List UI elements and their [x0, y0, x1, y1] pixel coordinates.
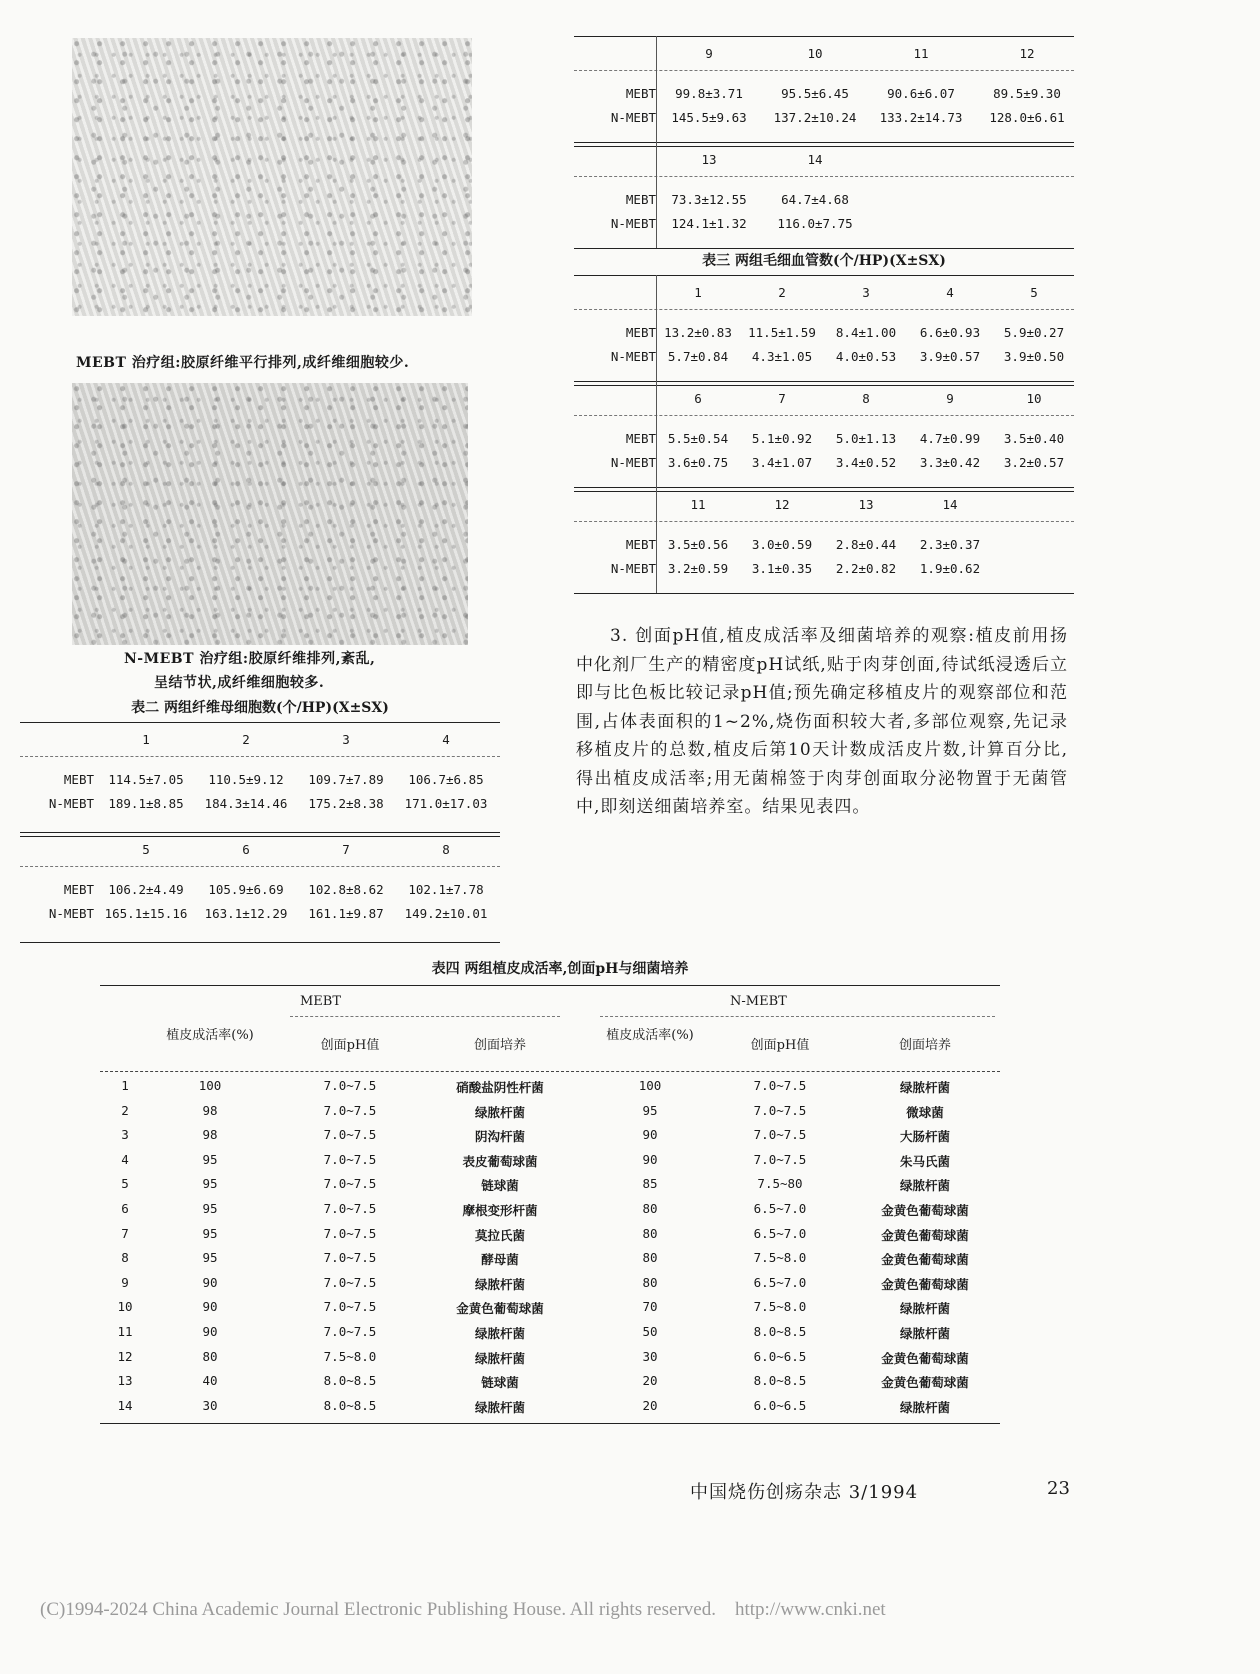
- table-cell: 90: [202, 1324, 218, 1339]
- table-cell: 金黄色葡萄球菌: [881, 1203, 969, 1218]
- table-cell: 2.8±0.44: [835, 537, 897, 552]
- table-cell: 6.5~7.0: [753, 1274, 807, 1290]
- column-header: 3: [862, 285, 870, 300]
- table-cell: 绿脓杆菌: [474, 1399, 525, 1415]
- table-cell: 3.3±0.42: [919, 455, 981, 470]
- table-cell: 绿脓杆菌: [899, 1301, 950, 1317]
- table-cell: 7.0~7.5: [323, 1176, 377, 1192]
- table-cell: 106.7±6.85: [408, 772, 484, 787]
- table-cell: 80: [642, 1250, 658, 1266]
- table-cell: 3.2±0.57: [1003, 455, 1065, 470]
- table-cell: 124.1±1.32: [671, 216, 747, 231]
- table-cell: 105.9±6.69: [208, 882, 284, 897]
- column-header: 10: [1026, 391, 1042, 406]
- table-cell: 金黄色葡萄球菌: [456, 1301, 544, 1317]
- table-cell: 7.0~7.5: [323, 1324, 377, 1339]
- table-cell: 90: [642, 1151, 658, 1167]
- table-cell: 99.8±3.71: [675, 86, 743, 101]
- table-cell: 109.7±7.89: [308, 772, 384, 787]
- table-cell: 7.0~7.5: [323, 1299, 377, 1315]
- table-cell: 7.0~7.5: [323, 1078, 377, 1093]
- table-cell: 95: [202, 1225, 218, 1241]
- table-cell: 金黄色葡萄球菌: [881, 1276, 969, 1292]
- table-rule: [20, 836, 500, 837]
- table-cell: 5.1±0.92: [751, 431, 813, 446]
- table-cell: 7.0~7.5: [323, 1127, 377, 1143]
- figure-caption-n-mebt-line1: N-MEBT 治疗组:胶原纤维排列,紊乱,: [124, 651, 376, 667]
- table-rule: [574, 70, 1074, 71]
- table-cell: 2.2±0.82: [835, 561, 897, 576]
- table-rule: [20, 722, 500, 723]
- column-header: 11: [690, 497, 706, 512]
- table-cell: 绿脓杆菌: [899, 1178, 950, 1194]
- table-cell: 6.6±0.93: [919, 325, 981, 340]
- table-cell: 绿脓杆菌: [474, 1276, 525, 1292]
- table-cell: 6.0~6.5: [753, 1348, 807, 1364]
- table-cell: 145.5±9.63: [671, 110, 747, 125]
- table-cell: 11.5±1.59: [748, 325, 816, 340]
- column-header: 4: [442, 732, 450, 747]
- table-cell: 链球菌: [481, 1375, 519, 1391]
- column-header: 14: [942, 497, 958, 512]
- column-header: 创面pH值: [750, 1038, 810, 1053]
- column-header: 10: [807, 46, 823, 61]
- table4-group-mebt: MEBT: [300, 994, 342, 1009]
- table-cell: 116.0±7.75: [777, 216, 853, 231]
- table-cell: 3.5±0.56: [667, 537, 729, 552]
- figure-caption-n-mebt-line2: 呈结节状,成纤维细胞较多.: [154, 675, 325, 691]
- table-cell: 莫拉氏菌: [474, 1227, 525, 1243]
- journal-footer: 中国烧伤创疡杂志 3/1994: [690, 1482, 919, 1503]
- column-header: 4: [946, 285, 954, 300]
- table-cell: 7.0~7.5: [753, 1127, 807, 1143]
- table-cell: 表皮葡萄球菌: [462, 1153, 538, 1169]
- column-header: 9: [705, 46, 713, 61]
- column-header: 2: [242, 732, 250, 747]
- row-label: 6: [121, 1201, 129, 1216]
- table-cell: 40: [202, 1373, 218, 1389]
- table-cell: 64.7±4.68: [781, 192, 849, 207]
- table-cell: 7.0~7.5: [323, 1102, 377, 1118]
- row-label: N-MEBT: [610, 216, 656, 231]
- table-cell: 98: [202, 1127, 218, 1143]
- table-rule: [574, 491, 1074, 492]
- column-header: 9: [946, 391, 954, 406]
- row-label: MEBT: [625, 325, 656, 340]
- row-label: 5: [121, 1176, 129, 1192]
- row-label: 9: [121, 1274, 129, 1290]
- table-cell: 80: [642, 1274, 658, 1290]
- table-cell: 8.4±1.00: [835, 325, 897, 340]
- row-label: 8: [121, 1250, 129, 1266]
- table-cell: 95: [202, 1176, 218, 1192]
- table-rule: [574, 176, 1074, 177]
- table-cell: 171.0±17.03: [404, 796, 488, 811]
- table-cell: 50: [642, 1324, 658, 1339]
- table-cell: 80: [642, 1201, 658, 1216]
- table4-title: 表四 两组植皮成活率,创面pH与细菌培养: [431, 961, 689, 977]
- table-cell: 5.5±0.54: [667, 431, 729, 446]
- row-label: 14: [117, 1397, 133, 1413]
- table-cell: 7.0~7.5: [753, 1102, 807, 1118]
- table-cell: 100: [638, 1078, 662, 1093]
- column-header: 14: [807, 152, 823, 167]
- table-cell: 绿脓杆菌: [899, 1326, 950, 1341]
- table-cell: 绿脓杆菌: [899, 1080, 950, 1095]
- table-cell: 80: [202, 1348, 218, 1364]
- row-label: 3: [121, 1127, 129, 1143]
- table-cell: 3.9±0.57: [919, 349, 981, 364]
- table-cell: 90: [642, 1127, 658, 1143]
- row-label: MEBT: [625, 86, 656, 101]
- column-header: 11: [913, 46, 929, 61]
- table-cell: 70: [642, 1299, 658, 1315]
- table-cell: 金黄色葡萄球菌: [881, 1375, 969, 1391]
- row-label: N-MEBT: [610, 349, 656, 364]
- table-cell: 3.0±0.59: [751, 537, 813, 552]
- table-cell: 161.1±9.87: [308, 906, 384, 921]
- table-cell: 7.0~7.5: [323, 1250, 377, 1266]
- row-label: 2: [121, 1102, 129, 1118]
- table-cell: 13.2±0.83: [664, 325, 732, 340]
- table-cell: 133.2±14.73: [879, 110, 963, 125]
- table-cell: 6.5~7.0: [753, 1201, 807, 1216]
- row-label: MEBT: [63, 882, 94, 897]
- table-cell: 3.4±1.07: [751, 455, 813, 470]
- table-cell: 7.0~7.5: [323, 1225, 377, 1241]
- table-cell: 4.3±1.05: [751, 349, 813, 364]
- table-cell: 189.1±8.85: [108, 796, 184, 811]
- table-rule: [574, 248, 1074, 249]
- column-header: 8: [862, 391, 870, 406]
- table-cell: 137.2±10.24: [773, 110, 857, 125]
- table-cell: 金黄色葡萄球菌: [881, 1227, 969, 1243]
- table-rule: [574, 275, 1074, 276]
- row-label: N-MEBT: [610, 561, 656, 576]
- table-cell: 摩根变形杆菌: [462, 1203, 538, 1218]
- table-cell: 95: [202, 1201, 218, 1216]
- table-cell: 20: [642, 1397, 658, 1413]
- table-rule: [574, 593, 1074, 594]
- table-cell: 100: [198, 1078, 222, 1093]
- row-label: N-MEBT: [48, 796, 94, 811]
- table-rule: [20, 756, 500, 757]
- table-cell: 95: [202, 1151, 218, 1167]
- column-header: 13: [858, 497, 874, 512]
- table-rule: [20, 866, 500, 867]
- table-cell: 7.5~8.0: [753, 1250, 807, 1266]
- column-header: 1: [694, 285, 702, 300]
- table-cell: 90.6±6.07: [887, 86, 955, 101]
- table-cell: 3.4±0.52: [835, 455, 897, 470]
- table-cell: 8.0~8.5: [323, 1397, 377, 1413]
- table-cell: 7.0~7.5: [323, 1151, 377, 1167]
- micrograph-n-mebt: [72, 383, 468, 645]
- row-label: N-MEBT: [610, 110, 656, 125]
- table-cell: 95.5±6.45: [781, 86, 849, 101]
- table-cell: 3.2±0.59: [667, 561, 729, 576]
- table3-title: 表三 两组毛细血管数(个/HP)(X±SX): [702, 253, 946, 269]
- table-cell: 165.1±15.16: [104, 906, 188, 921]
- table-rule: [574, 415, 1074, 416]
- table-cell: 73.3±12.55: [671, 192, 747, 207]
- row-label: N-MEBT: [48, 906, 94, 921]
- table-cell: 大肠杆菌: [899, 1129, 950, 1145]
- table-cell: 7.0~7.5: [323, 1201, 377, 1216]
- table-cell: 4.7±0.99: [919, 431, 981, 446]
- row-label: MEBT: [625, 192, 656, 207]
- table-cell: 5.7±0.84: [667, 349, 729, 364]
- row-label: 12: [117, 1348, 133, 1364]
- table-cell: 阴沟杆菌: [474, 1129, 525, 1145]
- table-cell: 30: [642, 1348, 658, 1364]
- table-cell: 90: [202, 1274, 218, 1290]
- table-cell: 98: [202, 1102, 218, 1118]
- table-cell: 7.0~7.5: [753, 1078, 807, 1093]
- table-cell: 184.3±14.46: [204, 796, 288, 811]
- table-cell: 163.1±12.29: [204, 906, 288, 921]
- table-cell: 2.3±0.37: [919, 537, 981, 552]
- table-cell: 110.5±9.12: [208, 772, 284, 787]
- table-cell: 酵母菌: [481, 1252, 519, 1268]
- table-cell: 175.2±8.38: [308, 796, 384, 811]
- table-cell: 3.5±0.40: [1003, 431, 1065, 446]
- row-label: N-MEBT: [610, 455, 656, 470]
- column-header: 7: [342, 842, 350, 857]
- table-rule: [20, 832, 500, 833]
- table-cell: 7.5~8.0: [323, 1348, 377, 1364]
- column-header: 12: [774, 497, 790, 512]
- table-cell: 7.0~7.5: [323, 1274, 377, 1290]
- table-cell: 4.0±0.53: [835, 349, 897, 364]
- table-rule: [574, 36, 1074, 37]
- table-cell: 3.1±0.35: [751, 561, 813, 576]
- table-cell: 95: [642, 1102, 658, 1118]
- table-cell: 85: [642, 1176, 658, 1192]
- table-cell: 1.9±0.62: [919, 561, 981, 576]
- table-cell: 7.0~7.5: [753, 1151, 807, 1167]
- table-cell: 绿脓杆菌: [474, 1350, 525, 1366]
- micrograph-mebt: [72, 38, 472, 316]
- table-cell: 6.5~7.0: [753, 1225, 807, 1241]
- table-cell: 3.6±0.75: [667, 455, 729, 470]
- row-label: MEBT: [625, 537, 656, 552]
- page-number: 23: [1047, 1478, 1070, 1499]
- section3-paragraph: 3. 创面pH值,植皮成活率及细菌培养的观察:植皮前用扬中化剂厂生产的精密度pH试纸,贴于肉芽创面,待试纸浸透后立即与比色板比较记录pH值;预先确定移植皮片的观察部位和范围,占体表面积的1~2%,烧伤面积较大者,多部位观察,先记录移植皮片的总数,植皮后第10天计数成活皮片数,计算百分比,得出植皮成活率;用无菌棉签于肉芽创面取分泌物置于无菌管中,即刻送细菌培养室。结果见表四。: [576, 626, 1068, 817]
- table-cell: 8.0~8.5: [753, 1373, 807, 1389]
- table-cell: 硝酸盐阴性杆菌: [456, 1080, 544, 1095]
- table-rule: [574, 146, 1074, 147]
- table-rule: [574, 309, 1074, 310]
- table-cell: 89.5±9.30: [993, 86, 1061, 101]
- table-cell: 95: [202, 1250, 218, 1266]
- table-cell: 128.0±6.61: [989, 110, 1065, 125]
- table-cell: 金黄色葡萄球菌: [881, 1252, 969, 1268]
- table-cell: 金黄色葡萄球菌: [881, 1350, 969, 1366]
- table-cell: 7.5~8.0: [753, 1299, 807, 1315]
- table-cell: 6.0~6.5: [753, 1397, 807, 1413]
- column-header: 6: [242, 842, 250, 857]
- table-rule: [574, 487, 1074, 488]
- column-header: 创面pH值: [320, 1038, 380, 1053]
- table-cell: 5.0±1.13: [835, 431, 897, 446]
- table2-title: 表二 两组纤维母细胞数(个/HP)(X±SX): [131, 700, 389, 716]
- table-rule: [574, 385, 1074, 386]
- column-header: 13: [701, 152, 717, 167]
- column-header: 植皮成活率(%): [166, 1028, 254, 1043]
- table-cell: 149.2±10.01: [404, 906, 488, 921]
- row-label: 11: [117, 1324, 133, 1339]
- table-cell: 链球菌: [481, 1178, 519, 1194]
- table-cell: 106.2±4.49: [108, 882, 184, 897]
- table-cell: 114.5±7.05: [108, 772, 184, 787]
- table-cell: 102.8±8.62: [308, 882, 384, 897]
- table-cell: 3.9±0.50: [1003, 349, 1065, 364]
- table-cell: 20: [642, 1373, 658, 1389]
- table4-group-n-mebt: N-MEBT: [730, 994, 787, 1009]
- table-cell: 90: [202, 1299, 218, 1315]
- table-rule: [574, 142, 1074, 143]
- column-header: 12: [1019, 46, 1035, 61]
- column-header: 8: [442, 842, 450, 857]
- table-rule: [574, 381, 1074, 382]
- column-header: 6: [694, 391, 702, 406]
- column-header: 7: [778, 391, 786, 406]
- table-cell: 绿脓杆菌: [474, 1104, 525, 1120]
- column-header: 1: [142, 732, 150, 747]
- column-header: 5: [1030, 285, 1038, 300]
- column-header: 植皮成活率(%): [606, 1028, 694, 1043]
- column-header: 2: [778, 285, 786, 300]
- table-cell: 5.9±0.27: [1003, 325, 1065, 340]
- row-label: 1: [121, 1078, 129, 1093]
- column-header: 创面培养: [898, 1038, 951, 1053]
- column-header: 创面培养: [473, 1038, 526, 1053]
- figure-caption-mebt: MEBT 治疗组:胶原纤维平行排列,成纤维细胞较少.: [76, 355, 410, 371]
- row-label: 4: [121, 1151, 129, 1167]
- table-cell: 8.0~8.5: [753, 1324, 807, 1339]
- table-rule: [20, 942, 500, 943]
- row-label: 10: [117, 1299, 133, 1315]
- table-cell: 30: [202, 1397, 218, 1413]
- table-cell: 绿脓杆菌: [899, 1399, 950, 1415]
- table-cell: 绿脓杆菌: [474, 1326, 525, 1341]
- table-cell: 朱马氏菌: [899, 1153, 950, 1169]
- copyright-line: (C)1994-2024 China Academic Journal Electronic Publishing House. All rights reserved. http://www.cnki.net: [40, 1599, 886, 1620]
- row-label: 13: [117, 1373, 133, 1389]
- table-cell: 微球菌: [906, 1104, 944, 1120]
- table-cell: 80: [642, 1225, 658, 1241]
- row-label: MEBT: [63, 772, 94, 787]
- table-cell: 7.5~80: [757, 1176, 803, 1192]
- column-header: 3: [342, 732, 350, 747]
- row-label: 7: [121, 1225, 129, 1241]
- row-label: MEBT: [625, 431, 656, 446]
- table-cell: 8.0~8.5: [323, 1373, 377, 1389]
- column-header: 5: [142, 842, 150, 857]
- table-cell: 102.1±7.78: [408, 882, 484, 897]
- table-rule: [574, 521, 1074, 522]
